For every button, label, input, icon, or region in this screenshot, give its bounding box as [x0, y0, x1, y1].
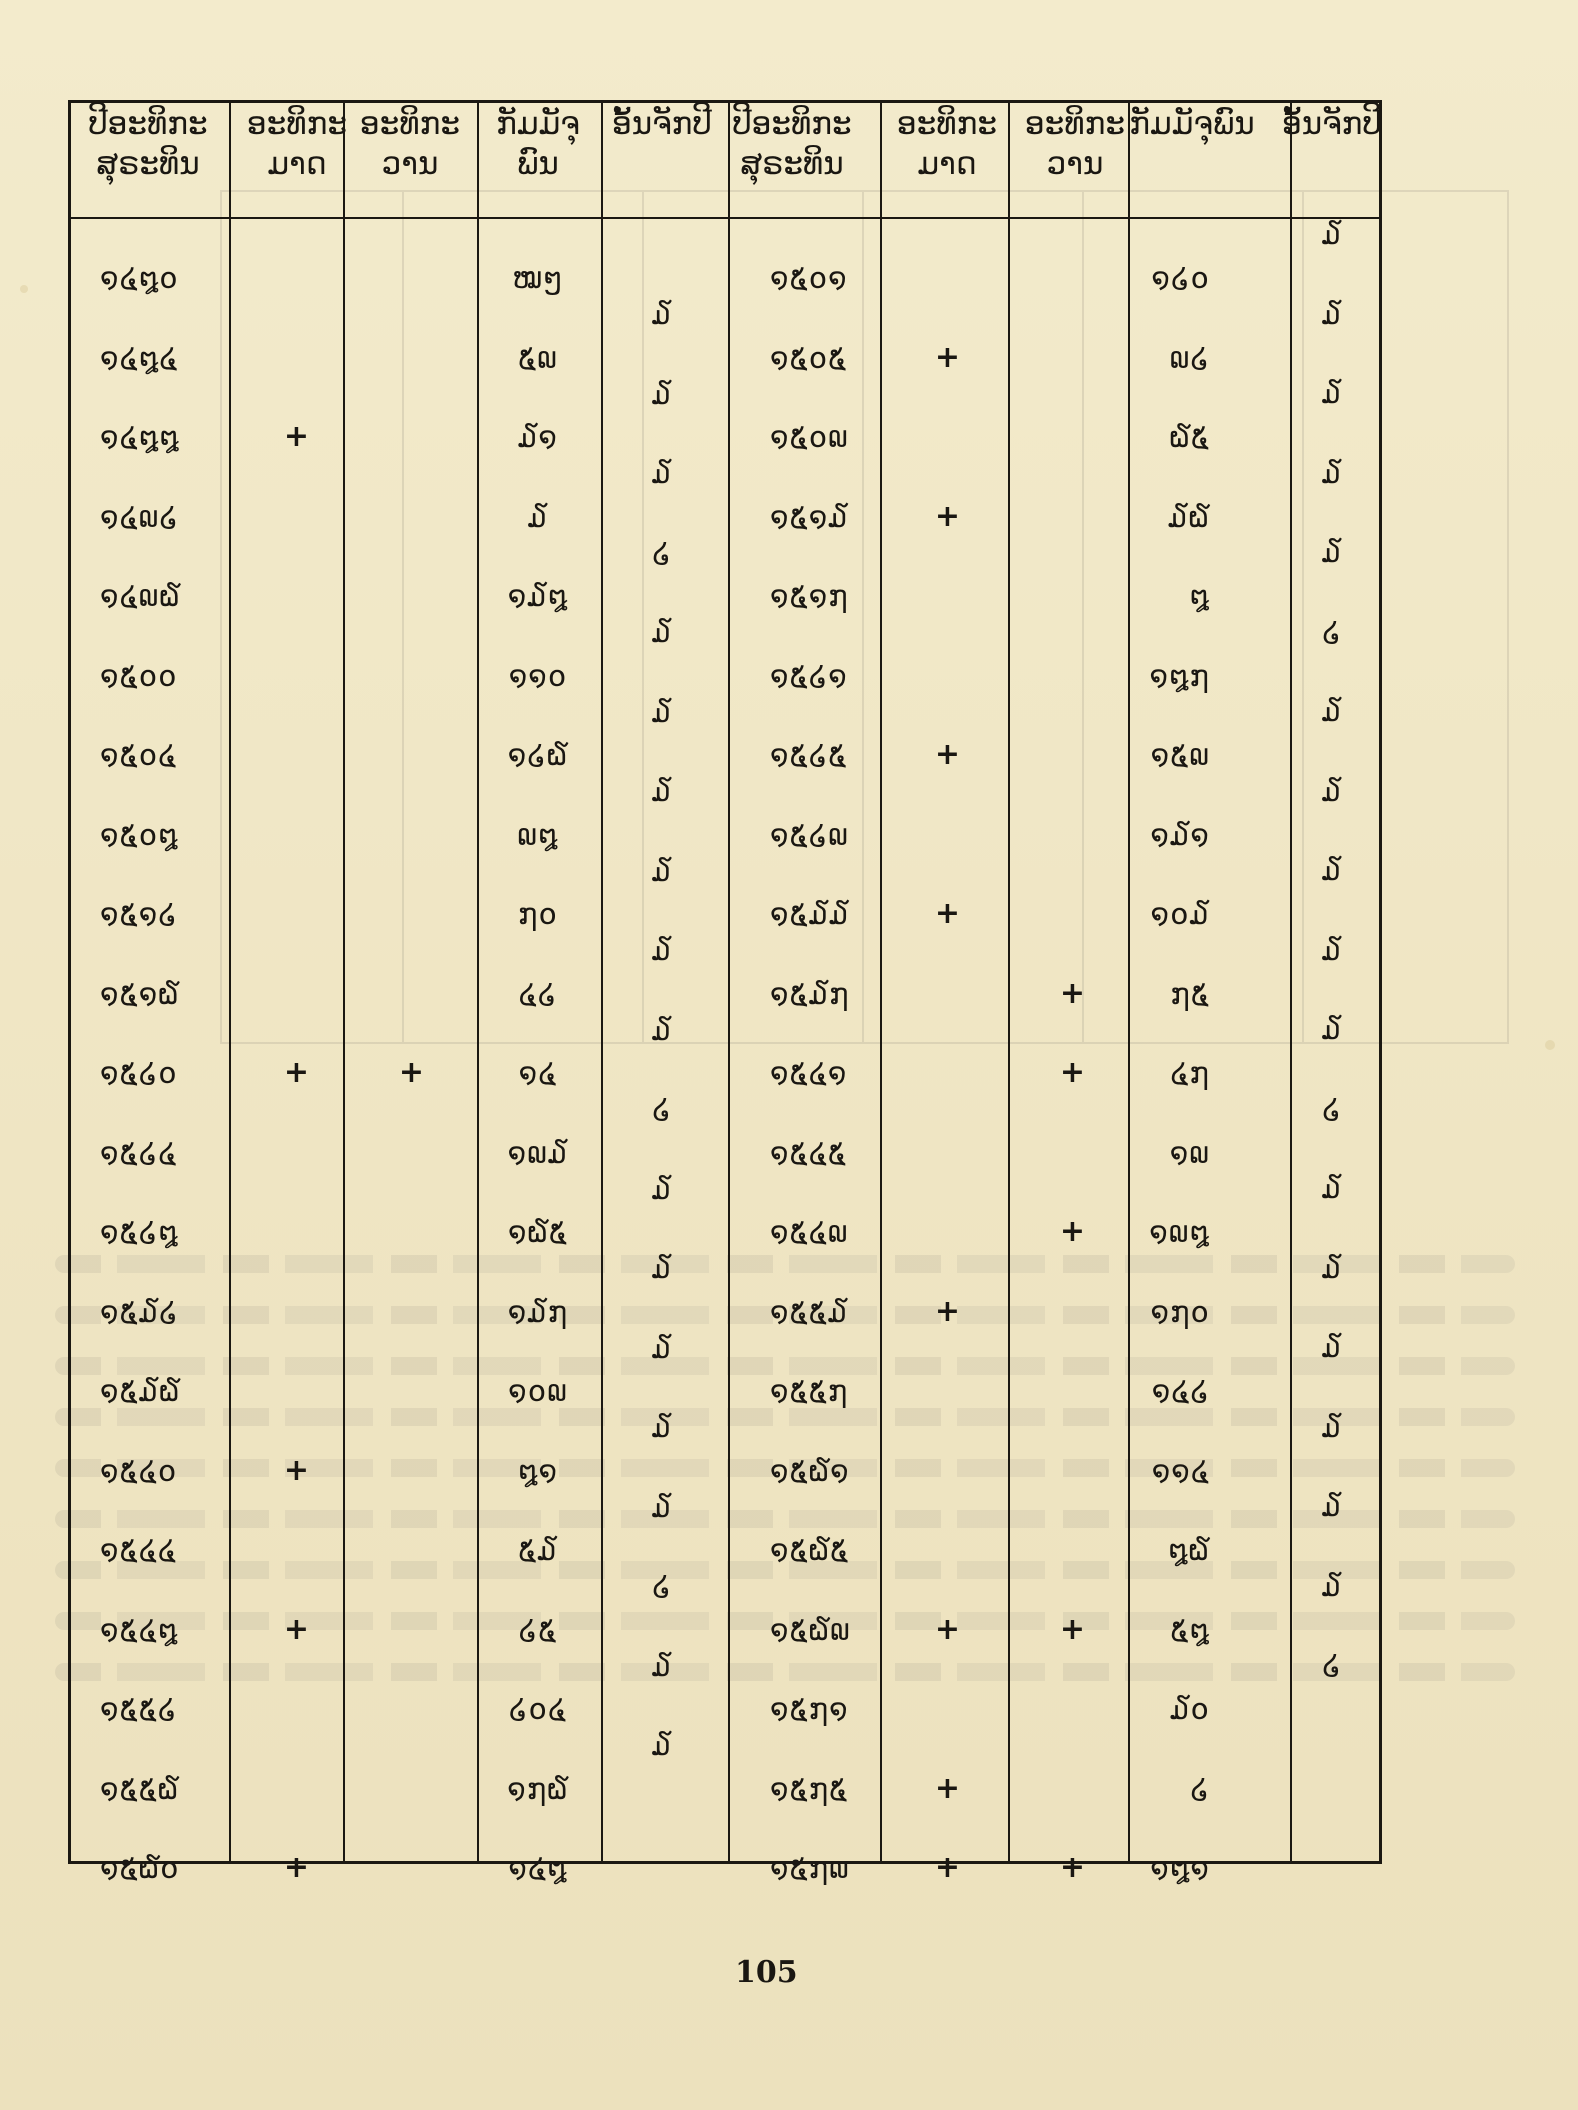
table-cell: ໑໕໒໕ — [770, 738, 848, 772]
cycle-cell: ໓ — [651, 774, 673, 808]
table-cell: + — [934, 1850, 962, 1885]
table-cell: ໑໕໙ — [1150, 738, 1210, 772]
table-cell: ໑໕໑໓ — [770, 499, 849, 534]
header-kammachu-2: ກັມມັຈຸພົນ — [1129, 106, 1255, 142]
header-cycle-2: ອັ້ນຈັກປີ — [1282, 106, 1382, 142]
table-cell: ໗໐ — [518, 897, 558, 931]
cycle-cell: ໓ — [1321, 853, 1343, 887]
table-cell: ໑໕໕໓ — [770, 1294, 849, 1329]
table-cell: ໘ — [1189, 579, 1210, 613]
table-cell: ໑໒໖ — [507, 738, 569, 772]
table-cell: ໑໔໘໔ — [100, 340, 179, 375]
cycle-cell: ໓ — [1321, 694, 1343, 728]
table-cell: + — [934, 1770, 962, 1806]
table-cell: ໑໔໒ — [1151, 1374, 1210, 1408]
table-cell: ໑໕໕໗ — [770, 1374, 849, 1408]
cycle-cell: ໓ — [651, 1251, 673, 1285]
cycle-cell: ໓ — [1321, 1568, 1343, 1603]
cycle-cell: ໓ — [1321, 1409, 1343, 1444]
cycle-cell: ໓ — [1321, 773, 1343, 808]
table-cell: ໑໓໗ — [507, 1294, 569, 1329]
table-cell: ໑໕໗໕ — [770, 1771, 849, 1806]
table-cell: ໑໐໙ — [508, 1374, 568, 1408]
table-cell: ໑໓໘ — [507, 579, 569, 613]
table-cell: ໙໘ — [517, 817, 559, 852]
table-cell: ໓ — [527, 499, 549, 534]
cycle-cell: ໓ — [651, 1330, 673, 1365]
table-cell: ໒໐໔ — [508, 1692, 568, 1726]
table-cell: ໑໕໕໒ — [100, 1692, 178, 1726]
table-cell: ໝໆ — [512, 261, 564, 295]
cycle-cell: ໓ — [651, 376, 673, 411]
table-cell: ໑໙໓ — [507, 1135, 569, 1170]
paper-spot — [1545, 1040, 1555, 1050]
table-cell: ໑໕໔໐ — [100, 1453, 178, 1488]
cycle-cell: ໓ — [651, 853, 673, 888]
table-cell: ໑໕໐໙ — [770, 420, 849, 454]
cycle-cell: ໒ — [652, 535, 672, 570]
cycle-cell: ໓ — [1321, 1250, 1343, 1285]
cycle-cell: ໓ — [651, 1012, 673, 1047]
cycle-cell: ໓ — [651, 456, 673, 490]
cycle-cell: ໒ — [1322, 1091, 1342, 1126]
table-cell: + — [934, 339, 962, 375]
table-cell: + — [1059, 1214, 1087, 1249]
cycle-cell: ໓ — [651, 694, 673, 729]
cycle-cell: ໓ — [1321, 1330, 1343, 1364]
cycle-cell: ໓ — [1321, 217, 1343, 251]
table-cell: ໑໕໗໑ — [770, 1692, 849, 1726]
cycle-cell: ໓ — [651, 615, 673, 649]
table-cell: ໑໖໕ — [507, 1215, 569, 1249]
table-cell: ໑໐໓ — [1150, 897, 1210, 931]
table-cell: + — [934, 896, 962, 931]
table-cell: ໒ — [1190, 1771, 1210, 1806]
table-cell: ໑໕໐໕ — [770, 340, 848, 375]
table-cell: ໕໙ — [518, 340, 558, 375]
table-cell: ໑໕໓໖ — [100, 1374, 181, 1408]
cycle-cell: ໓ — [651, 1410, 673, 1444]
table-cell: + — [1059, 1055, 1087, 1090]
table-cell: + — [934, 1293, 962, 1329]
table-cell: ໑໕໓໗ — [770, 976, 850, 1011]
table-cell: ໑໕໕໖ — [100, 1771, 180, 1806]
table-cell: ໖໕ — [1169, 420, 1210, 454]
table-cell: ໑໕໖໑ — [770, 1453, 850, 1488]
table-cell: ໑໕໒໘ — [100, 1215, 179, 1249]
table-cell: ໑໔ — [518, 1056, 558, 1090]
table-cell: ໑໕໖໙ — [770, 1612, 851, 1647]
header-cycle: ອັ້ນຈັກປີ — [612, 106, 712, 142]
cycle-cell: ໒ — [652, 1569, 672, 1603]
cycle-cell: ໒ — [1322, 614, 1342, 649]
table-cell: ໑໕໑໖ — [100, 976, 180, 1011]
cycle-cell: ໓ — [651, 1489, 673, 1524]
table-cell: ໑໕໐໘ — [100, 817, 179, 852]
table-cell: ໑໕໒໑ — [770, 658, 848, 693]
cycle-cell: ໓ — [1321, 535, 1343, 569]
table-cell: ໑໔໙໒ — [100, 499, 179, 534]
cycle-cell: ໓ — [1321, 296, 1343, 331]
header-month: ອະທິກະ ມາດ — [247, 106, 347, 182]
header-day-2: ອະທິກະ ວານ — [1025, 106, 1125, 182]
table-cell: ໑໗໐ — [1150, 1294, 1210, 1329]
cycle-cell: ໒ — [652, 1092, 672, 1126]
table-cell: + — [934, 1611, 962, 1647]
cycle-cell: ໓ — [1321, 1171, 1343, 1205]
table-cell: ໑໙ — [1169, 1135, 1210, 1170]
cycle-cell: ໓ — [1321, 1489, 1343, 1523]
table-cell: + — [1059, 975, 1087, 1011]
table-cell: ໒໕ — [518, 1612, 558, 1647]
cycle-cell: ໓ — [651, 297, 673, 331]
table-cell: ໑໕໑໗ — [770, 579, 849, 613]
table-cell: ໕໓ — [518, 1533, 558, 1567]
table-cell: ໙໒ — [1169, 340, 1210, 375]
table-cell: ໑໕໑໒ — [100, 897, 178, 931]
table-cell: ໘໖ — [1168, 1533, 1210, 1567]
table-cell: ໘໑ — [517, 1453, 559, 1488]
table-cell: + — [934, 737, 962, 772]
table-cell: ໑໔໘ — [508, 1851, 568, 1885]
table-cell: ໑໑໐ — [508, 658, 568, 693]
table-cell: + — [398, 1055, 426, 1090]
table-cell: ໓໖ — [1168, 499, 1210, 534]
table-cell: + — [283, 419, 311, 454]
table-cell: + — [283, 1452, 311, 1488]
table-cell: ໑໙໘ — [1149, 1215, 1210, 1249]
table-cell: + — [283, 1611, 311, 1647]
header-kammachu: ກັມມັຈຸ ພົນ — [496, 106, 580, 182]
cycle-cell: ໓ — [651, 1728, 673, 1762]
table-cell: ໑໕໐໔ — [100, 738, 178, 772]
cycle-cell: ໓ — [651, 1648, 673, 1683]
table-cell: ໑໕໔໑ — [770, 1056, 848, 1090]
table-cell: ໑໕໔໙ — [770, 1215, 849, 1249]
table-cell: ໑໗໖ — [507, 1771, 569, 1806]
table-cell: ໔໒ — [518, 976, 558, 1011]
cycle-cell: ໓ — [1321, 376, 1343, 410]
header-day: ອະທິກະ ວານ — [360, 106, 460, 182]
table-cell: ໑໑໔ — [1151, 1453, 1210, 1488]
table-cell: ໑໕໔໔ — [100, 1533, 177, 1567]
table-cell: ໑໕໒໙ — [770, 817, 849, 852]
page-number: 105 — [735, 1955, 798, 1990]
cycle-cell: ໓ — [1321, 1012, 1343, 1046]
table-cell: ໓໐ — [1170, 1692, 1210, 1726]
table-cell: + — [283, 1850, 311, 1885]
table-cell: + — [283, 1055, 311, 1090]
table-cell: ໔໗ — [1170, 1056, 1210, 1090]
table-cell: ໑໕໐໐ — [100, 658, 178, 693]
table-cell: ໑໕໖໐ — [100, 1851, 180, 1885]
header-year: ປີອະທິກະ ສຸຣະທິນ — [88, 106, 208, 182]
table-cell: ໑໘໑ — [1150, 1851, 1210, 1885]
table-cell: + — [1059, 1850, 1087, 1885]
table-cell: ໑໔໘໐ — [100, 261, 179, 295]
cycle-cell: ໓ — [1321, 455, 1343, 490]
table-cell: + — [1059, 1611, 1087, 1647]
cycle-cell: ໓ — [1321, 932, 1343, 967]
cycle-cell: ໒ — [1322, 1648, 1342, 1682]
table-cell: ໑໕໒໐ — [100, 1056, 178, 1090]
table-cell: ໑໕໔໘ — [100, 1612, 179, 1647]
table-cell: ໕໘ — [1170, 1612, 1210, 1647]
table-cell: ໑໕໒໔ — [100, 1135, 178, 1170]
table-cell: ໑໕໓໒ — [100, 1294, 179, 1329]
paper-spot — [20, 285, 28, 293]
table-cell: ໑໔໘໘ — [100, 420, 180, 454]
table-cell: ໑໕໔໕ — [770, 1135, 847, 1170]
table-cell: ໓໑ — [517, 420, 559, 454]
table-cell: ໗໕ — [1170, 976, 1210, 1011]
cycle-cell: ໓ — [651, 933, 673, 967]
table-cell: ໑໕໖໕ — [770, 1533, 850, 1567]
header-year-2: ປີອະທິກະ ສຸຣະທິນ — [732, 106, 852, 182]
table-cell: ໑໒໐ — [1151, 261, 1210, 295]
table-cell: ໑໕໐໑ — [770, 261, 848, 295]
table-cell: ໑໔໙໖ — [100, 579, 181, 613]
table-cell: ໑໘໗ — [1149, 658, 1210, 693]
table-cell: ໑໓໑ — [1150, 817, 1210, 852]
cycle-cell: ໓ — [651, 1171, 673, 1206]
table-cell: ໑໕໓໓ — [770, 897, 850, 931]
table-cell: ໑໕໗໙ — [770, 1851, 850, 1885]
header-month-2: ອະທິກະ ມາດ — [897, 106, 997, 182]
table-cell: + — [934, 498, 962, 534]
